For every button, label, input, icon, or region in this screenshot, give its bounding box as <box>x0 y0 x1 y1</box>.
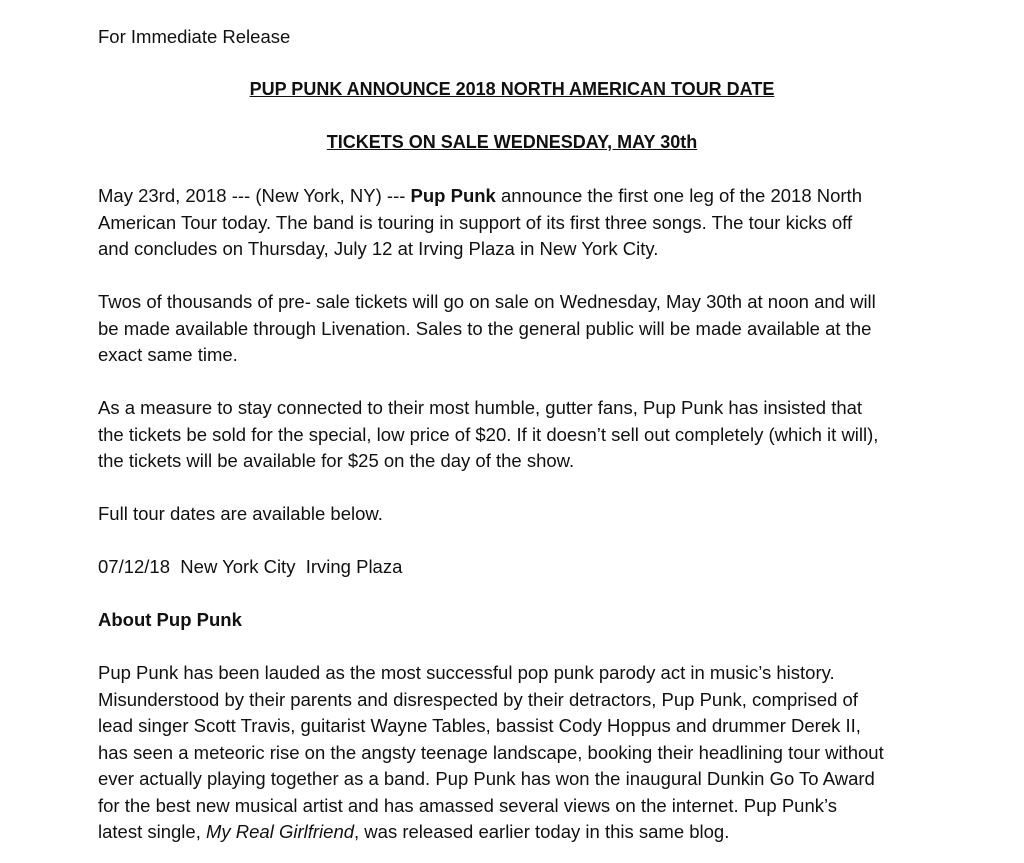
paragraph-line: has seen a meteoric rise on the angsty teenage landscape, booking their headlining tour without <box>98 741 884 763</box>
paragraph-line: As a measure to stay connected to their most humble, gutter fans, Pup Punk has insisted that <box>98 397 863 418</box>
paragraph-about <box>98 660 938 846</box>
subheadline: TICKETS ON SALE WEDNESDAY, MAY 30th <box>326 132 698 152</box>
paragraph-line: for the best new musical artist and has amassed several views on the internet. Pup Punk’s <box>98 794 838 816</box>
about-heading: About Pup Punk <box>98 609 242 630</box>
paragraph-line: Pup Punk has been lauded as the most successful pop punk parody act in music’s history. <box>98 662 835 683</box>
paragraph-line: exact same time. <box>98 344 238 365</box>
text-span: latest single, <box>98 821 206 842</box>
tour-venue: Irving Plaza <box>305 556 403 577</box>
headline: PUP PUNK ANNOUNCE 2018 NORTH AMERICAN TOUR DATE <box>249 79 775 99</box>
paragraph-line: Twos of thousands of pre- sale tickets will go on sale on Wednesday, May 30th at noon and will <box>98 291 876 312</box>
band-name-bold: Pup Punk <box>410 185 496 206</box>
paragraph-announcement <box>98 183 938 263</box>
text-span: May 23rd, 2018 --- (New York, NY) --- <box>98 185 411 206</box>
paragraph-line: and concludes on Thursday, July 12 at Irving Plaza in New York City. <box>98 238 659 259</box>
text-span: announce the first one leg of the 2018 North <box>495 185 862 206</box>
paragraph-line <box>98 183 938 210</box>
tour-dates-intro: Full tour dates are available below. <box>98 503 383 524</box>
release-note: For Immediate Release <box>98 26 291 47</box>
text-span: , was released earlier today in this same blog. <box>354 821 730 842</box>
paragraph-line: Misunderstood by their parents and disrespected by their detractors, Pup Punk, comprised of <box>98 688 858 710</box>
paragraph-presale <box>98 289 938 369</box>
paragraph-line: the tickets will be available for $25 on the day of the show. <box>98 450 575 471</box>
paragraph-line <box>98 819 938 846</box>
paragraph-pricing <box>98 395 938 475</box>
paragraph-line: be made available through Livenation. Sales to the general public will be made available at the <box>98 317 872 339</box>
paragraph-line: ever actually playing together as a band. Pup Punk has won the inaugural Dunkin Go To Award <box>98 768 875 789</box>
paragraph-line: the tickets be sold for the special, low price of $20. If it doesn’t sell out completely (which it will), <box>98 423 879 445</box>
tour-date: 07/12/18 <box>98 556 171 577</box>
single-title-italic: My Real Girlfriend <box>205 821 355 842</box>
paragraph-line: American Tour today. The band is touring in support of its first three songs. The tour kicks off <box>98 211 853 233</box>
tour-city: New York City <box>180 556 296 577</box>
paragraph-line: lead singer Scott Travis, guitarist Wayne Tables, bassist Cody Hoppus and drummer Derek II, <box>98 715 861 736</box>
tour-date-row <box>98 554 402 581</box>
